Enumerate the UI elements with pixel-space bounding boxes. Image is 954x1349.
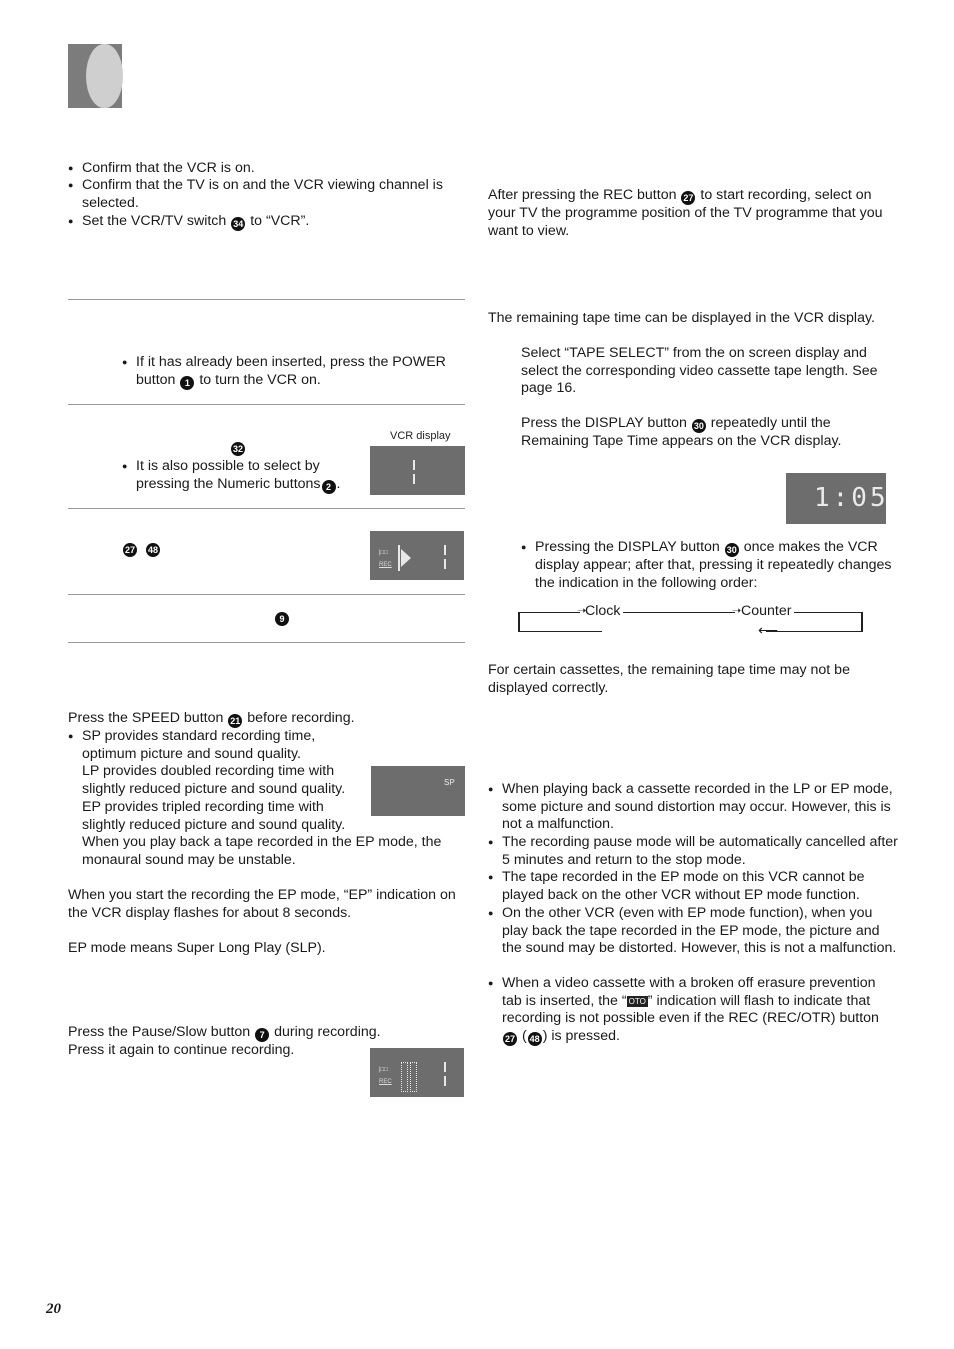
button-badge: 27 <box>683 193 694 203</box>
speed-lp: LP provides doubled recording time with slightly reduced picture and sound quality. <box>82 763 346 797</box>
speed-ep: EP provides tripled recording time with slightly reduced picture and sound quality. <box>82 799 346 833</box>
button-badge: 2 <box>322 480 336 494</box>
divider <box>68 404 465 405</box>
prep-item-1: ● Confirm that the VCR is on. <box>68 160 482 178</box>
button-badge: 7 <box>255 1028 269 1042</box>
arrow-left-icon: ⟵ <box>758 622 779 638</box>
speed-ep-sound: When you play back a tape recorded in the EP mode, the monaural sound may be unstable. <box>82 834 442 868</box>
cassette-note: For certain cassettes, the remaining tape time may not be displayed correctly. <box>488 662 850 696</box>
arrow-right-icon: ➝ <box>732 605 742 617</box>
button-badge: 30 <box>693 421 704 431</box>
button-badge: 27 <box>504 1033 515 1044</box>
speed-intro: Press the SPEED button 21 before recording. <box>68 710 355 726</box>
note-item: ● When playing back a cassette recorded in the LP or EP mode, some picture and sound distortion may occur. However, this is not a malfunction. <box>488 781 898 834</box>
cycle-clock: Clock <box>585 603 621 619</box>
divider <box>68 508 465 509</box>
note-item: ● The recording pause mode will be automatically cancelled after 5 minutes and return to the stop mode. <box>488 834 898 869</box>
rec-indicator: REC <box>379 1079 392 1085</box>
display-bullet: ● Pressing the DISPLAY button 30 once makes the VCR display appear; after that, pressing it repeatedly changes the indication in the following order: <box>521 539 900 592</box>
pause-icon <box>410 1062 417 1092</box>
page-number: 20 <box>46 1301 61 1317</box>
section-tab-mark <box>68 44 122 108</box>
remaining-time-value: 1:05 <box>814 483 889 513</box>
speed-bullet: ● SP provides standard recording time, optimum picture and sound quality. <box>68 728 342 763</box>
note-item-tab: ● When a video cassette with a broken off erasure prevention tab is inserted, the “ OTO ” indication will flash to indicate that recording is not possible even if the REC (REC/OTR) button 27 ( 48 ) is pressed. <box>488 975 898 1046</box>
play-arrow-icon <box>401 549 411 567</box>
prep-item-2: ● Confirm that the TV is on and the VCR viewing channel is selected. <box>68 177 482 212</box>
slp-note: EP mode means Super Long Play (SLP). <box>68 940 326 956</box>
step1-bullet: ● If it has already been inserted, press the POWER button 1 to turn the VCR on. <box>122 354 476 390</box>
divider <box>68 594 465 595</box>
note-item: ● On the other VCR (even with EP mode function), when you play back the tape recorded in the EP mode, the picture and the sound may be distorted. However, this is not a malfunction. <box>488 905 898 958</box>
button-badge: 34 <box>233 219 244 229</box>
rec-view-text: After pressing the REC button 27 to start recording, select on your TV the programme position of the TV programme that you want to view. <box>488 187 883 239</box>
divider <box>68 642 465 643</box>
button-badge: 48 <box>529 1033 540 1044</box>
vcr-display-remaining-time <box>786 473 889 524</box>
step2-bullet: ● It is also possible to select by pressing the Numeric buttons 2 . <box>122 458 376 494</box>
pause-text: Press the Pause/Slow button 7 during recording. Press it again to continue recording. <box>68 1024 381 1058</box>
button-badge: 9 <box>275 612 289 626</box>
button-badge: 32 <box>232 444 243 454</box>
button-badge: 21 <box>230 716 241 726</box>
arrow-right-icon: ➝ <box>577 605 587 617</box>
button-badge: 1 <box>180 376 194 390</box>
button-badge: 48 <box>147 545 158 555</box>
remain-step1: Select “TAPE SELECT” from the on screen display and select the corresponding video cassette tape length. See page 16. <box>521 345 878 397</box>
cassette-tab-icon: OTO <box>628 996 646 1006</box>
ep-note: When you start the recording the EP mode, “EP” indication on the VCR display flashes for about 8 seconds. <box>68 887 456 921</box>
vcr-display-pause <box>370 1048 464 1097</box>
sp-indicator: SP <box>444 778 455 787</box>
remain-step2: Press the DISPLAY button 30 repeatedly until the Remaining Tape Time appears on the VCR display. <box>521 415 842 449</box>
cycle-counter: Counter <box>741 603 792 619</box>
vcr-display-channel <box>370 446 465 495</box>
pause-icon <box>401 1062 408 1092</box>
vcr-display-speed <box>371 766 465 816</box>
cassette-icon: |□□ <box>379 550 388 556</box>
prep-item-3: ● Set the VCR/TV switch 34 to “VCR”. <box>68 213 482 231</box>
vcr-display-recording <box>370 531 464 580</box>
cassette-icon: |□□ <box>379 1067 388 1073</box>
note-item: ● The tape recorded in the EP mode on this VCR cannot be played back on the other VCR without EP mode function. <box>488 869 898 904</box>
divider <box>68 299 465 300</box>
remain-intro: The remaining tape time can be displayed in the VCR display. <box>488 310 875 326</box>
rec-indicator: REC <box>379 562 392 568</box>
vcr-display-label: VCR display <box>390 430 451 442</box>
button-badge: 27 <box>124 545 135 555</box>
button-badge: 30 <box>726 545 737 555</box>
